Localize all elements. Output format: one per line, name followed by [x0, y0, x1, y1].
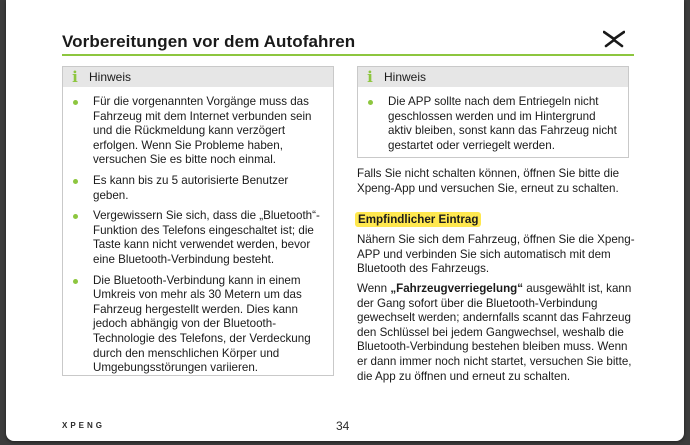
list-item: Für die vorgenannten Vorgänge muss das Fahrzeug mit dem Internet verbunden sein und die Rückmeldung kann verzögert erfolgen. Wenn Sie Probleme haben, versuchen Sie es bitte noch einmal. [73, 95, 323, 168]
paragraph-approach: Nähern Sie sich dem Fahrzeug, öffnen Sie die Xpeng-APP und verbinden Sie sich automatisch mit dem Bluetooth des Fahrzeugs. [357, 233, 635, 276]
page-title: Vorbereitungen vor dem Autofahren [62, 32, 356, 51]
right-notice-heading: Hinweis [384, 70, 427, 84]
highlighted-subheading: Empfindlicher Eintrag [355, 212, 481, 227]
vehicle-lock-term: „Fahrzeugverriegelung“ [390, 282, 524, 295]
list-item: Es kann bis zu 5 autorisierte Benutzer geben. [73, 174, 323, 203]
left-notice-heading: Hinweis [89, 70, 132, 84]
list-item: Die APP sollte nach dem Entriegeln nicht geschlossen werden und im Hintergrund aktiv bleiben, sonst kann das Fahrzeug nicht gestartet oder verriegelt werden. [368, 95, 618, 153]
footer-brand: XPENG [62, 421, 106, 430]
right-notice-list [358, 87, 628, 153]
left-notice-header [63, 67, 333, 87]
left-notice-list [63, 87, 333, 376]
bullet-dot-icon [73, 279, 78, 284]
paragraph-vehicle-lock: Wenn „Fahrzeugverriegelung“ ausgewählt ist, kann der Gang sofort über die Bluetooth-Verbindung gewechselt werden; andernfalls scannt das Fahrzeug den Schlüssel bei jedem Gangwechsel, weshalb die Bluetooth-Verbindung bestehen bleiben muss. Wenn er dann immer noch nicht startet, versuchen Sie bitte, die App zu öffnen und erneut zu schalten. [357, 282, 632, 383]
info-icon: i [367, 68, 373, 86]
page-number: 34 [336, 419, 350, 433]
info-icon: i [72, 68, 78, 86]
list-item: Vergewissern Sie sich, dass die „Bluetooth“-Funktion des Telefons eingeschaltet ist; die Taste kann nicht verwendet werden, bevor eine Bluetooth-Verbindung besteht. [73, 209, 323, 267]
bullet-dot-icon [73, 100, 78, 105]
right-notice-box [357, 66, 629, 158]
list-item: Die Bluetooth-Verbindung kann in einem Umkreis von mehr als 30 Metern um das Fahrzeug hergestellt werden. Dies kann jedoch abhängig von der Bluetooth-Technologie des Telefons, der Verdeckung durch den menschlichen Körper und Umgebungsstörungen variieren. [73, 274, 323, 376]
xpeng-logo-icon [603, 30, 625, 48]
right-notice-header [358, 67, 628, 87]
bullet-dot-icon [368, 100, 373, 105]
bullet-dot-icon [73, 214, 78, 219]
manual-page [6, 0, 684, 441]
left-notice-box [62, 66, 334, 376]
paragraph-switching: Falls Sie nicht schalten können, öffnen Sie bitte die Xpeng-App und versuchen Sie, erneut zu schalten. [357, 167, 620, 195]
bullet-dot-icon [73, 179, 78, 184]
title-underline [62, 54, 634, 56]
